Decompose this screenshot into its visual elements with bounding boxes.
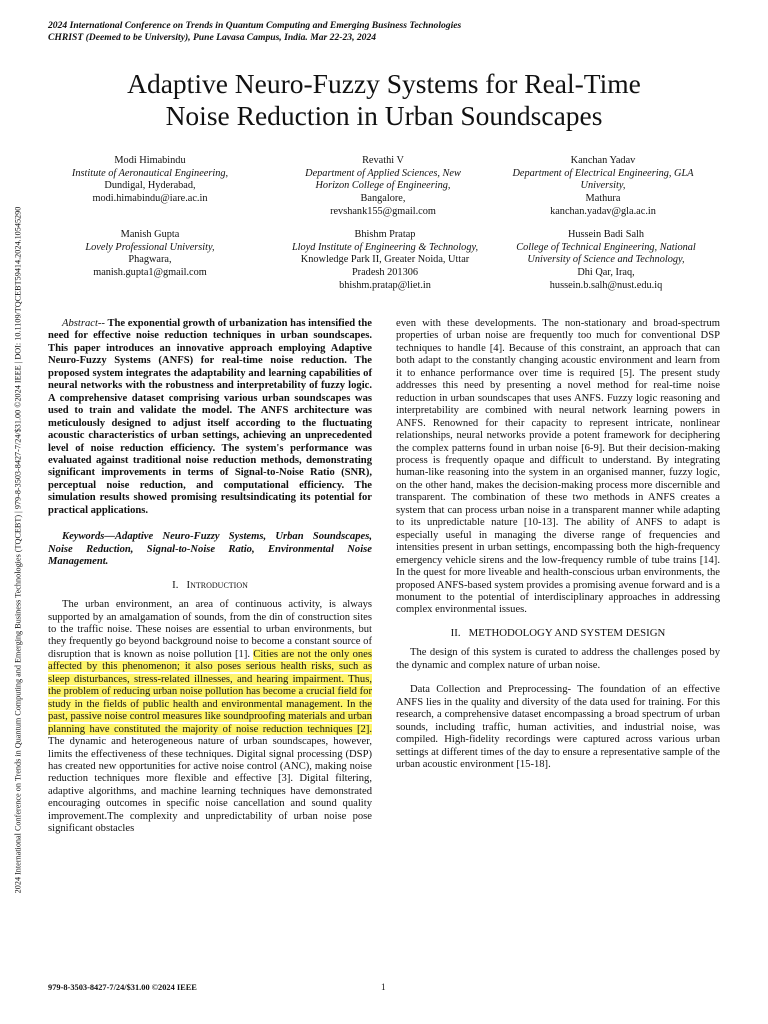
author-name: Revathi V: [362, 155, 404, 166]
author-affiliation-2: University,: [580, 180, 626, 192]
intro-text-start: The urban environment, an area of continuous activity, is always supported by an amalgamation of sounds, from the din of construction sites to the traffic noise. These noises are essential to urban environments, but they frequently go beyond background noise to become a constant source of disruption that is known as noise pollution [1].: [48, 599, 372, 660]
section-heading-introduction: [48, 579, 372, 591]
author-block: [278, 155, 488, 219]
author-affiliation: Department of Electrical Engineering, GLA: [512, 167, 694, 179]
author-affiliation: Department of Applied Sciences, New: [305, 167, 461, 179]
author-location: Bangalore,: [360, 193, 406, 205]
author-location: Dhi Qar, Iraq,: [577, 267, 635, 279]
intro-text-end: The dynamic and heterogeneous nature of urban soundscapes, however, limits the effectiveness of these techniques. Digital signal processing (DSP) has created new opportunities for active noise control (ANC), making noise reduction techniques more flexible and effective [3]. Digital filtering, adaptive algorithms, and machine learning techniques have demonstrated encouraging outcomes in specific noise cancellation and sound quality improvement.The complexity and unpredictability of urban noise pose significant obstacles: [48, 736, 372, 835]
abstract-label: Abstract--: [62, 318, 105, 329]
author-email[interactable]: kanchan.yadav@gla.ac.in: [550, 205, 656, 217]
author-affiliation: Lloyd Institute of Engineering & Technology,: [291, 241, 479, 253]
highlighted-text: Cities are not the only ones affected by this phenomenon; it also poses serious health risks, such as sleep disturbances, stress-related illnesses, and hearing impairment. Thus, the problem of reducing urban noise pollution has become a crucial field for study in the fields of public health and environmental management. In the past, passive noise control measures like soundproofing materials and urban planning have constituted the majority of noise reduction techniques [2].: [48, 648, 372, 735]
title-line-1: Adaptive Neuro-Fuzzy Systems for Real-Time: [127, 68, 641, 99]
author-affiliation: Institute of Aeronautical Engineering,: [71, 167, 229, 179]
author-block: [493, 229, 719, 293]
conference-header: [48, 20, 461, 44]
author-block: [45, 229, 255, 280]
author-affiliation-2: University of Science and Technology,: [527, 254, 685, 266]
page-number: 1: [381, 982, 386, 992]
conference-line-1: 2024 International Conference on Trends in Quantum Computing and Emerging Business Technologies: [48, 20, 462, 31]
side-doi-text: 2024 International Conference on Trends in Quantum Computing and Emerging Business Technologies (TQCEBT) | 979-8-3503-8427-7/24/$31.00 ©2024 IEEE | DOI: 10.1109/TQCEBT59414.2024.10545290: [13, 206, 23, 894]
author-affiliation: Lovely Professional University,: [85, 241, 215, 253]
section-title: METHODOLOGY AND SYSTEM DESIGN: [468, 626, 666, 639]
body-paragraph: even with these developments. The non-stationary and broad-spectrum properties of urban noise are frequently too much for conventional DSP techniques to handle [4]. Because of this constraint, an approach that can both adapt to the constantly changing acoustic environment and learn from it to enhance performance over time is required [5]. The present study addresses this need by presenting a novel method for real-time noise reduction in urban soundscapes that uses ANFS. Fuzzy logic reasoning and interpretability are combined with neural network learning powers in ANFS. Renowned for their capacity to represent intricate, nonlinear relationships, neural networks provide a potent framework for deciphering the complex patterns found in urban noise [6-9]. But their decision-making process is frequently opaque and difficult to understand. By integrating human-like reasoning into the system in an organised manner, fuzzy logic, on the other hand, makes the decision-making process more discernible and transparent. The combination of these two methods in ANFS creates a system that can process urban noise in a transparent manner while adapting to its unpredictable nature [10-13]. The ability of ANFS to adapt is especially useful in managing the diverse range of frequencies and intensities present in urban settings, encompassing both the high-frequency emergency vehicle sirens and the low-frequency rumble of tube trains [14]. In the quest for more liveable and health-conscious urban environments, the proposed ANFS-based system provides a promising avenue forward and is a monument to the potential of interdisciplinary approaches in addressing complex environmental issues.: [396, 318, 720, 616]
author-affiliation: College of Technical Engineering, National: [516, 241, 696, 253]
author-block: [45, 155, 255, 206]
right-column: [396, 318, 720, 771]
author-email[interactable]: modi.himabindu@iare.ac.in: [92, 193, 208, 205]
title-line-2: Noise Reduction in Urban Soundscapes: [165, 100, 603, 131]
intro-paragraph: [48, 599, 372, 836]
author-affiliation-2: Horizon College of Engineering,: [315, 180, 451, 192]
author-location: Phagwara,: [128, 254, 172, 266]
author-email[interactable]: bhishm.pratap@liet.in: [339, 279, 431, 291]
author-name: Modi Himabindu: [114, 155, 186, 166]
paper-title: [50, 68, 718, 132]
author-location-2: Pradesh 201306: [351, 267, 419, 279]
keywords: Keywords—Adaptive Neuro-Fuzzy Systems, Urban Soundscapes, Noise Reduction, Signal-to-Noise Ratio, Environmental Noise Management.: [48, 531, 372, 568]
abstract-text: The exponential growth of urbanization has intensified the need for effective noise reduction techniques in urban soundscapes. This paper introduces an innovative approach employing Adaptive Neuro-Fuzzy Systems (ANFS) for real-time noise reduction. The proposed system integrates the adaptability and learning capabilities of neural networks with the robustness and interpretability of fuzzy logic. A comprehensive dataset comprising various urban soundscapes was used to train and validate the model. The ANFS architecture was meticulously designed to adjust itself according to the fluctuating acoustic characteristics of urban settings, achieving an unprecedented level of noise reduction efficiency. The system's performance was evaluated against traditional noise reduction methods, demonstrating significant improvements in terms of Signal-to-Noise Ratio (SNR), perceptual noise reduction, and computational efficiency. The simulation results showed promising resultsindicating its potential for practical applications.: [48, 318, 372, 516]
author-location: Knowledge Park II, Greater Noida, Uttar: [300, 254, 470, 266]
author-email[interactable]: revshank155@gmail.com: [330, 205, 436, 217]
author-name: Manish Gupta: [120, 229, 180, 240]
left-column: [48, 318, 372, 836]
section-number: II.: [450, 626, 461, 639]
body-paragraph: The design of this system is curated to address the challenges posed by the dynamic and complex nature of urban noise.: [396, 647, 720, 671]
author-name: Bhishm Pratap: [354, 229, 416, 240]
author-location: Mathura: [585, 193, 621, 205]
body-paragraph: Data Collection and Preprocessing- The foundation of an effective ANFS lies in the quality and diversity of the data used for training. For this research, a comprehensive dataset encompassing a broad spectrum of urban sounds, including traffic, human activities, and industrial noise, was compiled. High-fidelity recordings were captured across various urban settings at different times of the day to ensure a representative sample of the urban acoustic environment [15-18].: [396, 684, 720, 770]
author-name: Kanchan Yadav: [570, 155, 636, 166]
section-heading-methodology: [396, 627, 720, 639]
section-number: I.: [172, 578, 179, 591]
author-block: [488, 155, 718, 219]
abstract: [48, 318, 372, 517]
author-block: [278, 229, 492, 293]
author-location: Dundigal, Hyderabad,: [104, 180, 196, 192]
footer-copyright: 979-8-3503-8427-7/24/$31.00 ©2024 IEEE: [48, 983, 197, 992]
conference-line-2: CHRIST (Deemed to be University), Pune Lavasa Campus, India. Mar 22-23, 2024: [48, 32, 377, 43]
author-name: Hussein Badi Salh: [567, 229, 645, 240]
section-title: Introduction: [186, 578, 248, 591]
author-email[interactable]: manish.gupta1@gmail.com: [93, 267, 207, 279]
side-doi-strip: [8, 100, 28, 1000]
author-email[interactable]: hussein.b.salh@nust.edu.iq: [549, 279, 663, 291]
